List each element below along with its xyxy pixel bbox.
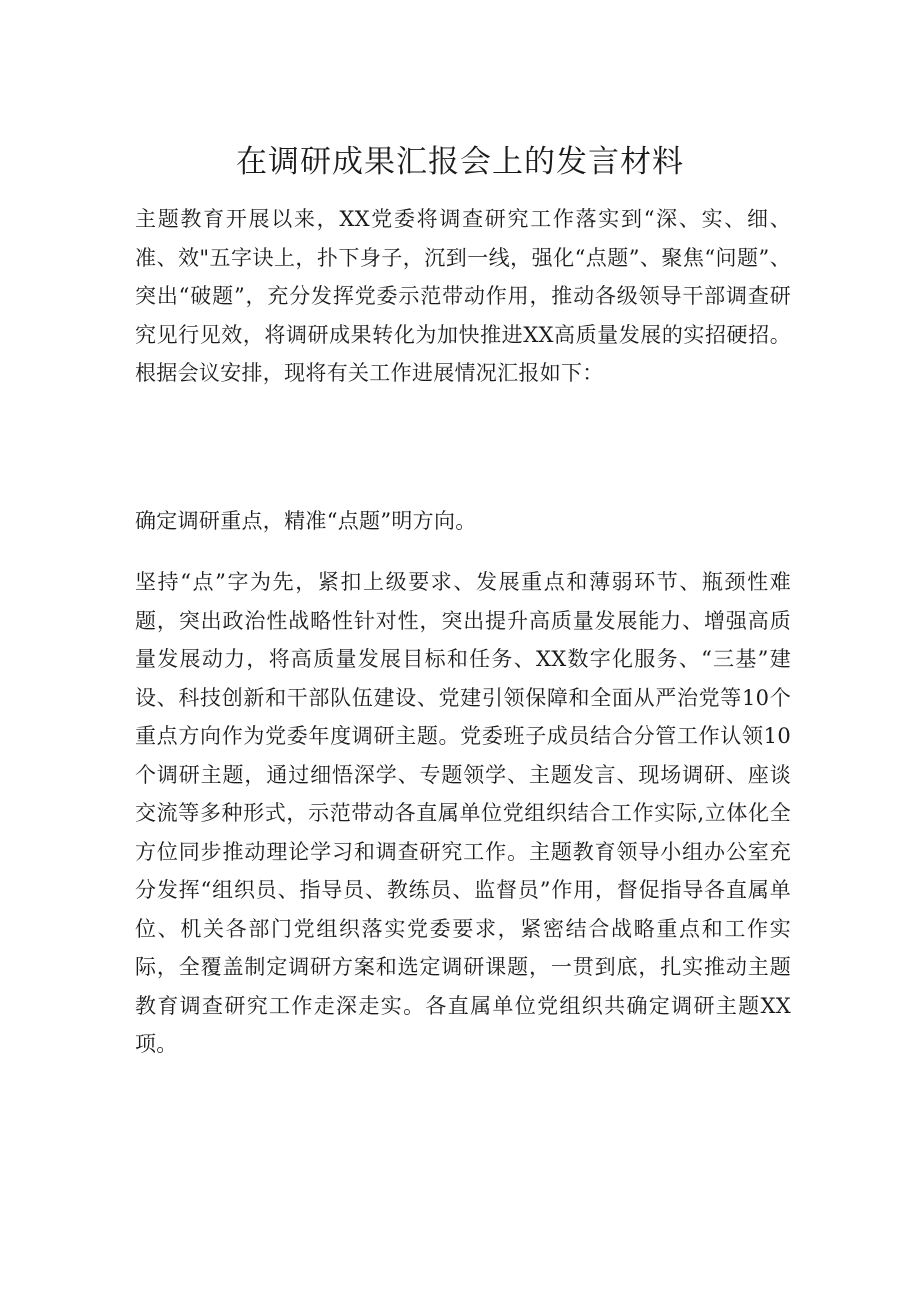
intro-paragraph: 主题教育开展以来，XX党委将调查研究工作落实到“深、实、细、准、效"五字诀上，扑下身子，沉到一线，强化“点题”、聚焦“问题”、突出“破题”，充分发挥党委示范带动作用，推动各级领导干部调查研究见行见效，将调研成果转化为加快推进XX高质量发展的实招硬招。根据会议安排，现将有关工作进展情况汇报如下：: [135, 207, 791, 385]
section-paragraph: 坚持“点”字为先，紧扣上级要求、发展重点和薄弱环节、瓶颈性难题，突出政治性战略性针对性，突出提升高质量发展能力、增强高质量发展动力，将高质量发展目标和任务、XX数字化服务、“三基”建设、科技创新和干部队伍建设、党建引领保障和全面从严治党等10个重点方向作为党委年度调研主题。党委班子成员结合分管工作认领10个调研主题，通过细悟深学、专题领学、主题发言、现场调研、座谈交流等多种形式，示范带动各直属单位党组织结合工作实际,立体化全方位同步推动理论学习和调查研究工作。主题教育领导小组办公室充分发挥“组织员、指导员、教练员、监督员”作用，督促指导各直属单位、机关各部门党组织落实党委要求，紧密结合战略重点和工作实际，全覆盖制定调研方案和选定调研课题，一贯到底，扎实推动主题教育调查研究工作走深走实。各直属单位党组织共确定调研主题XX项。: [135, 570, 791, 1056]
section-heading: 确定调研重点，精准“点题”明方向。: [135, 509, 477, 533]
document-title: 在调研成果汇报会上的发言材料: [236, 144, 684, 180]
